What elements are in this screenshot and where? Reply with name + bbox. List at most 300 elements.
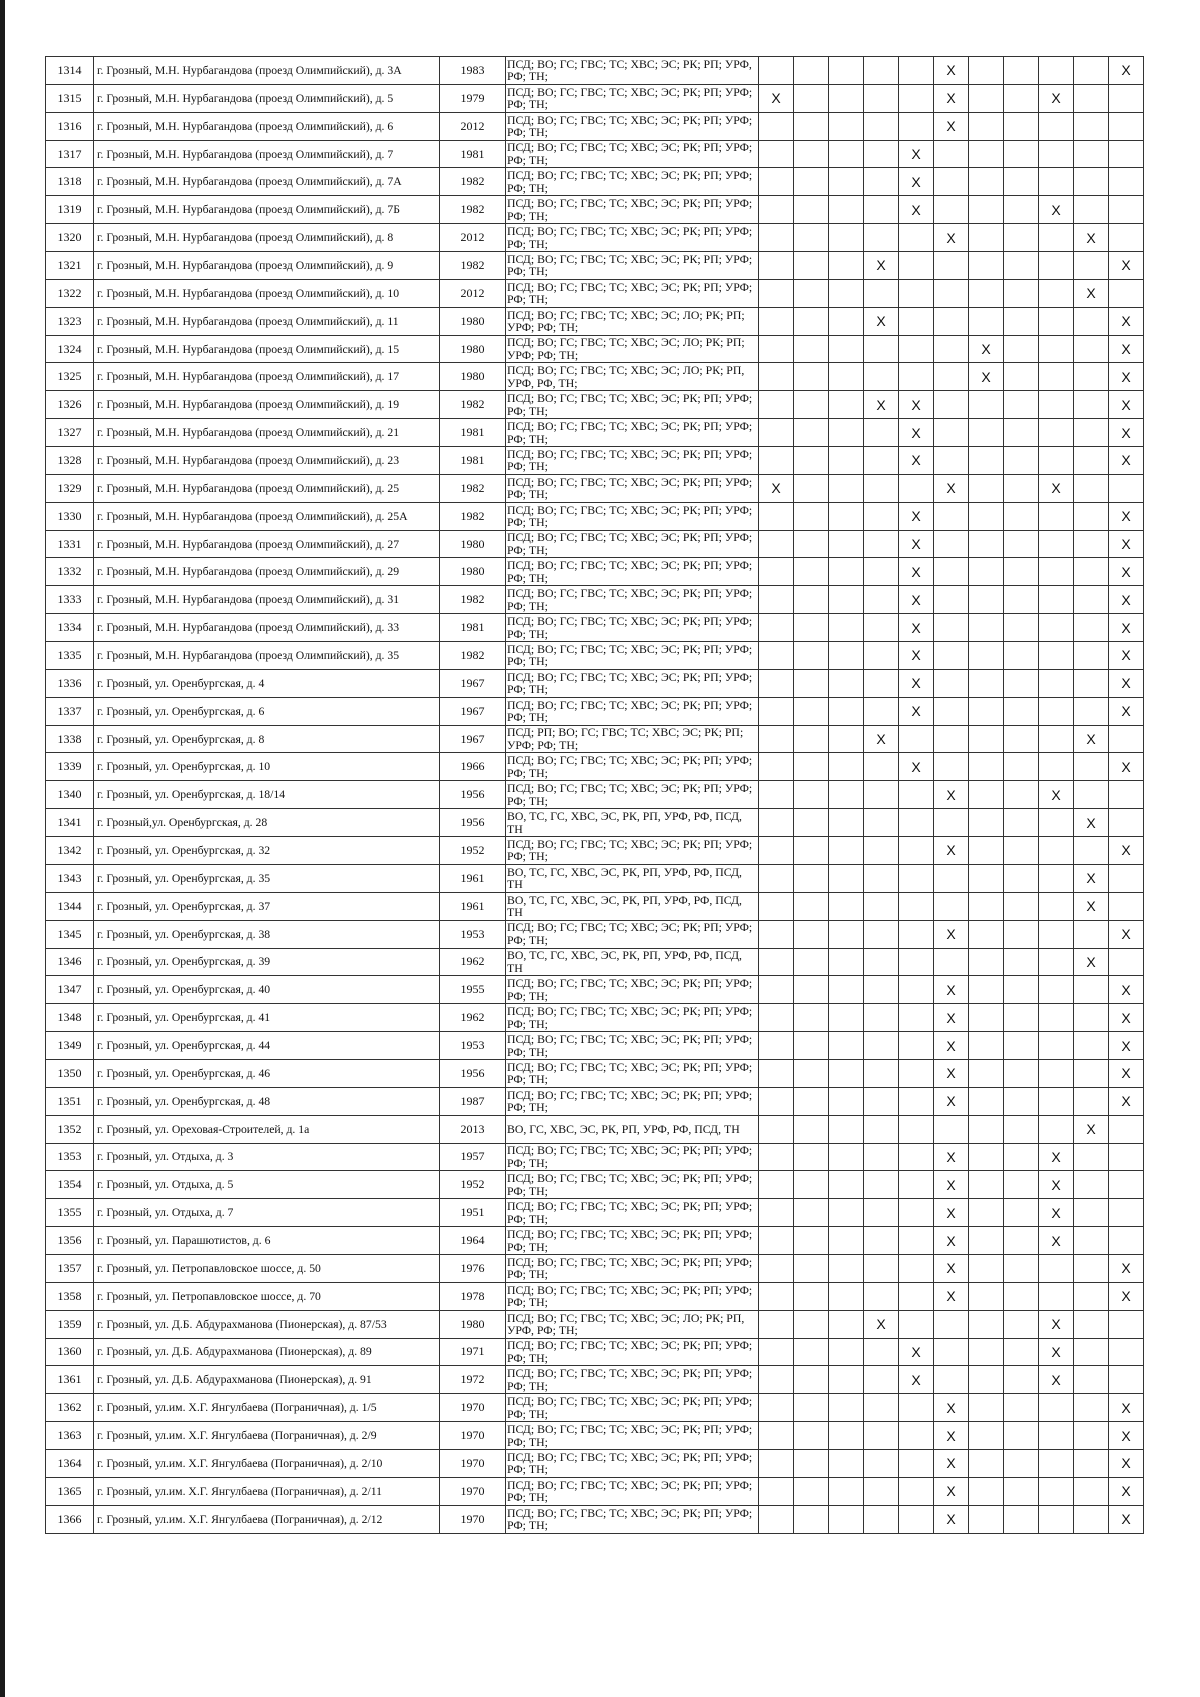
mark-cell-x: X bbox=[934, 1477, 969, 1505]
mark-cell-empty bbox=[794, 252, 829, 280]
mark-cell-empty bbox=[794, 140, 829, 168]
row-number-cell: 1342 bbox=[46, 837, 94, 865]
mark-cell-x: X bbox=[1109, 1422, 1144, 1450]
year-cell: 1952 bbox=[440, 837, 506, 865]
mark-cell-x: X bbox=[969, 335, 1004, 363]
table-row bbox=[46, 1087, 1144, 1115]
table-row bbox=[46, 614, 1144, 642]
year-cell: 1980 bbox=[440, 335, 506, 363]
row-number-cell: 1332 bbox=[46, 558, 94, 586]
services-cell: ВО, ТС, ГС, ХВС, ЭС, РК, РП, УРФ, РФ, ПСД, ТН bbox=[506, 809, 759, 837]
mark-cell-x: X bbox=[1039, 781, 1074, 809]
mark-cell-x: X bbox=[934, 1449, 969, 1477]
mark-cell-empty bbox=[899, 1254, 934, 1282]
mark-cell-empty bbox=[864, 920, 899, 948]
year-cell: 2013 bbox=[440, 1115, 506, 1143]
year-cell: 1980 bbox=[440, 530, 506, 558]
row-number-cell: 1345 bbox=[46, 920, 94, 948]
mark-cell-x: X bbox=[759, 474, 794, 502]
mark-cell-empty bbox=[969, 1449, 1004, 1477]
mark-cell-empty bbox=[934, 725, 969, 753]
mark-cell-empty bbox=[1004, 419, 1039, 447]
mark-cell-empty bbox=[1039, 224, 1074, 252]
mark-cell-empty bbox=[864, 1394, 899, 1422]
mark-cell-empty bbox=[1109, 1227, 1144, 1255]
mark-cell-empty bbox=[899, 725, 934, 753]
housing-repair-table bbox=[45, 56, 1144, 1534]
mark-cell-empty bbox=[864, 1338, 899, 1366]
mark-cell-empty bbox=[1004, 1254, 1039, 1282]
mark-cell-empty bbox=[934, 279, 969, 307]
row-number-cell: 1329 bbox=[46, 474, 94, 502]
table-row bbox=[46, 57, 1144, 85]
mark-cell-x: X bbox=[1039, 474, 1074, 502]
mark-cell-x: X bbox=[1074, 1115, 1109, 1143]
mark-cell-empty bbox=[899, 57, 934, 85]
mark-cell-empty bbox=[864, 502, 899, 530]
mark-cell-empty bbox=[759, 642, 794, 670]
mark-cell-empty bbox=[1039, 502, 1074, 530]
mark-cell-empty bbox=[969, 1004, 1004, 1032]
mark-cell-empty bbox=[1039, 725, 1074, 753]
mark-cell-empty bbox=[1074, 1199, 1109, 1227]
mark-cell-empty bbox=[864, 1227, 899, 1255]
mark-cell-empty bbox=[759, 586, 794, 614]
mark-cell-empty bbox=[1004, 586, 1039, 614]
services-cell: ПСД; ВО; ГС; ГВС; ТС; ХВС; ЭС; РК; РП; УРФ; РФ; ТН; bbox=[506, 391, 759, 419]
year-cell: 1980 bbox=[440, 1310, 506, 1338]
mark-cell-empty bbox=[829, 57, 864, 85]
mark-cell-empty bbox=[1109, 1143, 1144, 1171]
mark-cell-empty bbox=[934, 1115, 969, 1143]
mark-cell-empty bbox=[829, 196, 864, 224]
mark-cell-empty bbox=[759, 1254, 794, 1282]
mark-cell-x: X bbox=[1039, 84, 1074, 112]
mark-cell-empty bbox=[794, 781, 829, 809]
services-cell: ПСД; ВО; ГС; ГВС; ТС; ХВС; ЭС; РК; РП; УРФ; РФ; ТН; bbox=[506, 502, 759, 530]
mark-cell-empty bbox=[1004, 168, 1039, 196]
row-number-cell: 1347 bbox=[46, 976, 94, 1004]
mark-cell-empty bbox=[829, 1143, 864, 1171]
mark-cell-empty bbox=[759, 502, 794, 530]
mark-cell-empty bbox=[1004, 1338, 1039, 1366]
mark-cell-empty bbox=[969, 642, 1004, 670]
mark-cell-x: X bbox=[934, 1282, 969, 1310]
mark-cell-empty bbox=[1109, 781, 1144, 809]
year-cell: 1982 bbox=[440, 642, 506, 670]
scan-edge-shadow bbox=[0, 0, 5, 1697]
mark-cell-empty bbox=[969, 1199, 1004, 1227]
mark-cell-empty bbox=[1004, 1310, 1039, 1338]
services-cell: ПСД; ВО; ГС; ГВС; ТС; ХВС; ЭС; РК; РП; УРФ; РФ; ТН; bbox=[506, 642, 759, 670]
mark-cell-x: X bbox=[899, 697, 934, 725]
address-cell: г. Грозный, М.Н. Нурбагандова (проезд Олимпийский), д. 7А bbox=[94, 168, 440, 196]
row-number-cell: 1348 bbox=[46, 1004, 94, 1032]
mark-cell-empty bbox=[759, 168, 794, 196]
mark-cell-empty bbox=[899, 948, 934, 976]
row-number-cell: 1351 bbox=[46, 1087, 94, 1115]
year-cell: 1957 bbox=[440, 1143, 506, 1171]
mark-cell-x: X bbox=[1109, 1087, 1144, 1115]
mark-cell-x: X bbox=[1039, 1338, 1074, 1366]
mark-cell-empty bbox=[1109, 112, 1144, 140]
mark-cell-empty bbox=[864, 642, 899, 670]
mark-cell-empty bbox=[829, 697, 864, 725]
row-number-cell: 1321 bbox=[46, 252, 94, 280]
table-row bbox=[46, 363, 1144, 391]
mark-cell-empty bbox=[1039, 252, 1074, 280]
mark-cell-empty bbox=[759, 335, 794, 363]
mark-cell-empty bbox=[759, 753, 794, 781]
mark-cell-empty bbox=[829, 1505, 864, 1533]
mark-cell-empty bbox=[759, 1199, 794, 1227]
mark-cell-x: X bbox=[1074, 892, 1109, 920]
table-row bbox=[46, 1310, 1144, 1338]
row-number-cell: 1338 bbox=[46, 725, 94, 753]
year-cell: 1971 bbox=[440, 1338, 506, 1366]
mark-cell-x: X bbox=[934, 920, 969, 948]
mark-cell-x: X bbox=[899, 1366, 934, 1394]
row-number-cell: 1319 bbox=[46, 196, 94, 224]
mark-cell-x: X bbox=[864, 252, 899, 280]
address-cell: г. Грозный, ул. Оренбургская, д. 41 bbox=[94, 1004, 440, 1032]
mark-cell-empty bbox=[934, 168, 969, 196]
table-row bbox=[46, 697, 1144, 725]
mark-cell-empty bbox=[1004, 1449, 1039, 1477]
table-row bbox=[46, 725, 1144, 753]
address-cell: г. Грозный, М.Н. Нурбагандова (проезд Олимпийский), д. 3А bbox=[94, 57, 440, 85]
year-cell: 1970 bbox=[440, 1477, 506, 1505]
table-row bbox=[46, 1115, 1144, 1143]
services-cell: ПСД; ВО; ГС; ГВС; ТС; ХВС; ЭС; РК; РП; УРФ; РФ; ТН; bbox=[506, 1087, 759, 1115]
mark-cell-empty bbox=[899, 279, 934, 307]
mark-cell-empty bbox=[794, 168, 829, 196]
mark-cell-x: X bbox=[934, 1087, 969, 1115]
row-number-cell: 1316 bbox=[46, 112, 94, 140]
address-cell: г. Грозный, ул. Отдыха, д. 5 bbox=[94, 1171, 440, 1199]
mark-cell-empty bbox=[1004, 1394, 1039, 1422]
mark-cell-empty bbox=[1109, 474, 1144, 502]
row-number-cell: 1326 bbox=[46, 391, 94, 419]
table-row bbox=[46, 1227, 1144, 1255]
mark-cell-empty bbox=[1109, 1115, 1144, 1143]
mark-cell-empty bbox=[1074, 558, 1109, 586]
mark-cell-empty bbox=[864, 1422, 899, 1450]
mark-cell-empty bbox=[794, 725, 829, 753]
mark-cell-x: X bbox=[1109, 837, 1144, 865]
mark-cell-empty bbox=[1039, 1282, 1074, 1310]
mark-cell-empty bbox=[899, 1171, 934, 1199]
address-cell: г. Грозный, М.Н. Нурбагандова (проезд Олимпийский), д. 35 bbox=[94, 642, 440, 670]
mark-cell-empty bbox=[1109, 224, 1144, 252]
mark-cell-empty bbox=[829, 363, 864, 391]
row-number-cell: 1336 bbox=[46, 669, 94, 697]
mark-cell-empty bbox=[969, 1477, 1004, 1505]
mark-cell-empty bbox=[864, 1477, 899, 1505]
mark-cell-empty bbox=[829, 474, 864, 502]
mark-cell-empty bbox=[1109, 948, 1144, 976]
mark-cell-empty bbox=[794, 642, 829, 670]
mark-cell-x: X bbox=[1039, 1227, 1074, 1255]
table-row bbox=[46, 1449, 1144, 1477]
mark-cell-x: X bbox=[1109, 1059, 1144, 1087]
row-number-cell: 1366 bbox=[46, 1505, 94, 1533]
row-number-cell: 1315 bbox=[46, 84, 94, 112]
mark-cell-empty bbox=[899, 837, 934, 865]
mark-cell-empty bbox=[1074, 1004, 1109, 1032]
services-cell: ПСД; ВО; ГС; ГВС; ТС; ХВС; ЭС; РК; РП; УРФ; РФ; ТН; bbox=[506, 1171, 759, 1199]
year-cell: 1980 bbox=[440, 363, 506, 391]
mark-cell-empty bbox=[1074, 1282, 1109, 1310]
mark-cell-x: X bbox=[1074, 725, 1109, 753]
mark-cell-empty bbox=[1074, 781, 1109, 809]
mark-cell-empty bbox=[759, 1282, 794, 1310]
mark-cell-empty bbox=[794, 1366, 829, 1394]
services-cell: ПСД; ВО; ГС; ГВС; ТС; ХВС; ЭС; РК; РП; УРФ; РФ; ТН; bbox=[506, 1199, 759, 1227]
mark-cell-empty bbox=[759, 363, 794, 391]
mark-cell-empty bbox=[1074, 753, 1109, 781]
mark-cell-x: X bbox=[934, 1004, 969, 1032]
table-row bbox=[46, 279, 1144, 307]
mark-cell-empty bbox=[1004, 558, 1039, 586]
mark-cell-empty bbox=[794, 1254, 829, 1282]
address-cell: г. Грозный, ул. Петропавловское шоссе, д. 70 bbox=[94, 1282, 440, 1310]
services-cell: ПСД; ВО; ГС; ГВС; ТС; ХВС; ЭС; РК; РП; УРФ; РФ; ТН; bbox=[506, 586, 759, 614]
year-cell: 1961 bbox=[440, 864, 506, 892]
table-row bbox=[46, 1254, 1144, 1282]
mark-cell-empty bbox=[1004, 474, 1039, 502]
mark-cell-empty bbox=[864, 279, 899, 307]
mark-cell-x: X bbox=[934, 781, 969, 809]
mark-cell-empty bbox=[969, 837, 1004, 865]
address-cell: г. Грозный, М.Н. Нурбагандова (проезд Олимпийский), д. 15 bbox=[94, 335, 440, 363]
mark-cell-empty bbox=[794, 753, 829, 781]
year-cell: 1953 bbox=[440, 1032, 506, 1060]
mark-cell-empty bbox=[829, 1310, 864, 1338]
mark-cell-empty bbox=[864, 1171, 899, 1199]
mark-cell-empty bbox=[969, 307, 1004, 335]
mark-cell-empty bbox=[934, 892, 969, 920]
mark-cell-empty bbox=[759, 1366, 794, 1394]
mark-cell-empty bbox=[794, 1004, 829, 1032]
row-number-cell: 1333 bbox=[46, 586, 94, 614]
year-cell: 1981 bbox=[440, 140, 506, 168]
mark-cell-empty bbox=[899, 1505, 934, 1533]
row-number-cell: 1314 bbox=[46, 57, 94, 85]
mark-cell-empty bbox=[1004, 1199, 1039, 1227]
mark-cell-empty bbox=[1074, 502, 1109, 530]
mark-cell-empty bbox=[899, 1004, 934, 1032]
mark-cell-empty bbox=[1109, 140, 1144, 168]
year-cell: 1987 bbox=[440, 1087, 506, 1115]
mark-cell-empty bbox=[899, 1227, 934, 1255]
mark-cell-empty bbox=[1074, 1366, 1109, 1394]
year-cell: 1956 bbox=[440, 1059, 506, 1087]
mark-cell-empty bbox=[794, 1310, 829, 1338]
mark-cell-empty bbox=[864, 57, 899, 85]
mark-cell-empty bbox=[1039, 1254, 1074, 1282]
mark-cell-empty bbox=[934, 419, 969, 447]
mark-cell-empty bbox=[794, 837, 829, 865]
table-row bbox=[46, 168, 1144, 196]
table-row bbox=[46, 84, 1144, 112]
year-cell: 1951 bbox=[440, 1199, 506, 1227]
mark-cell-empty bbox=[759, 391, 794, 419]
mark-cell-empty bbox=[1039, 1477, 1074, 1505]
mark-cell-empty bbox=[864, 864, 899, 892]
address-cell: г. Грозный, ул. Парашютистов, д. 6 bbox=[94, 1227, 440, 1255]
mark-cell-x: X bbox=[1109, 363, 1144, 391]
mark-cell-empty bbox=[1004, 363, 1039, 391]
table-row bbox=[46, 1143, 1144, 1171]
mark-cell-empty bbox=[1004, 447, 1039, 475]
mark-cell-empty bbox=[1074, 1171, 1109, 1199]
address-cell: г. Грозный, ул. Оренбургская, д. 8 bbox=[94, 725, 440, 753]
mark-cell-empty bbox=[829, 614, 864, 642]
address-cell: г. Грозный, ул. Д.Б. Абдурахманова (Пионерская), д. 89 bbox=[94, 1338, 440, 1366]
mark-cell-x: X bbox=[934, 1394, 969, 1422]
mark-cell-empty bbox=[1039, 892, 1074, 920]
year-cell: 1952 bbox=[440, 1171, 506, 1199]
mark-cell-empty bbox=[864, 1282, 899, 1310]
address-cell: г. Грозный, ул. Петропавловское шоссе, д. 50 bbox=[94, 1254, 440, 1282]
mark-cell-empty bbox=[864, 112, 899, 140]
row-number-cell: 1349 bbox=[46, 1032, 94, 1060]
mark-cell-empty bbox=[759, 57, 794, 85]
mark-cell-empty bbox=[794, 1394, 829, 1422]
services-cell: ПСД; ВО; ГС; ГВС; ТС; ХВС; ЭС; РК; РП; УРФ; РФ; ТН; bbox=[506, 753, 759, 781]
mark-cell-empty bbox=[829, 642, 864, 670]
mark-cell-empty bbox=[794, 614, 829, 642]
mark-cell-empty bbox=[1004, 1115, 1039, 1143]
mark-cell-empty bbox=[829, 140, 864, 168]
mark-cell-empty bbox=[899, 1282, 934, 1310]
mark-cell-empty bbox=[1074, 1477, 1109, 1505]
mark-cell-empty bbox=[759, 1422, 794, 1450]
mark-cell-empty bbox=[1074, 614, 1109, 642]
mark-cell-empty bbox=[864, 168, 899, 196]
mark-cell-x: X bbox=[1074, 279, 1109, 307]
address-cell: г. Грозный, ул.им. Х.Г. Янгулбаева (Пограничная), д. 1/5 bbox=[94, 1394, 440, 1422]
services-cell: ПСД; ВО; ГС; ГВС; ТС; ХВС; ЭС; РК; РП; УРФ; РФ; ТН; bbox=[506, 1449, 759, 1477]
mark-cell-x: X bbox=[934, 1227, 969, 1255]
row-number-cell: 1317 bbox=[46, 140, 94, 168]
mark-cell-empty bbox=[1039, 419, 1074, 447]
row-number-cell: 1361 bbox=[46, 1366, 94, 1394]
mark-cell-empty bbox=[794, 307, 829, 335]
mark-cell-x: X bbox=[1039, 1366, 1074, 1394]
mark-cell-empty bbox=[829, 419, 864, 447]
mark-cell-empty bbox=[934, 530, 969, 558]
mark-cell-empty bbox=[864, 558, 899, 586]
year-cell: 1982 bbox=[440, 474, 506, 502]
mark-cell-empty bbox=[1109, 1366, 1144, 1394]
mark-cell-empty bbox=[759, 1227, 794, 1255]
services-cell: ПСД; ВО; ГС; ГВС; ТС; ХВС; ЭС; РК; РП; УРФ; РФ; ТН; bbox=[506, 1254, 759, 1282]
mark-cell-empty bbox=[969, 1143, 1004, 1171]
row-number-cell: 1334 bbox=[46, 614, 94, 642]
address-cell: г. Грозный, М.Н. Нурбагандова (проезд Олимпийский), д. 6 bbox=[94, 112, 440, 140]
year-cell: 2012 bbox=[440, 279, 506, 307]
mark-cell-x: X bbox=[934, 1422, 969, 1450]
mark-cell-empty bbox=[829, 725, 864, 753]
mark-cell-empty bbox=[864, 335, 899, 363]
mark-cell-empty bbox=[864, 530, 899, 558]
mark-cell-x: X bbox=[899, 140, 934, 168]
mark-cell-empty bbox=[1074, 391, 1109, 419]
address-cell: г. Грозный, М.Н. Нурбагандова (проезд Олимпийский), д. 25 bbox=[94, 474, 440, 502]
mark-cell-empty bbox=[759, 1087, 794, 1115]
mark-cell-empty bbox=[794, 363, 829, 391]
mark-cell-empty bbox=[1074, 474, 1109, 502]
mark-cell-empty bbox=[1004, 252, 1039, 280]
address-cell: г. Грозный, М.Н. Нурбагандова (проезд Олимпийский), д. 17 bbox=[94, 363, 440, 391]
mark-cell-empty bbox=[759, 669, 794, 697]
mark-cell-empty bbox=[829, 1449, 864, 1477]
address-cell: г. Грозный, ул. Оренбургская, д. 10 bbox=[94, 753, 440, 781]
mark-cell-x: X bbox=[1109, 252, 1144, 280]
mark-cell-empty bbox=[899, 864, 934, 892]
services-cell: ПСД; РП; ВО; ГС; ГВС; ТС; ХВС; ЭС; РК; РП; УРФ; РФ; ТН; bbox=[506, 725, 759, 753]
mark-cell-empty bbox=[829, 1422, 864, 1450]
mark-cell-empty bbox=[829, 1115, 864, 1143]
services-cell: ПСД; ВО; ГС; ГВС; ТС; ХВС; ЭС; РК; РП; УРФ; РФ; ТН; bbox=[506, 669, 759, 697]
mark-cell-empty bbox=[1039, 363, 1074, 391]
mark-cell-empty bbox=[1039, 1087, 1074, 1115]
services-cell: ПСД; ВО; ГС; ГВС; ТС; ХВС; ЭС; РК; РП; УРФ; РФ; ТН; bbox=[506, 252, 759, 280]
table-row bbox=[46, 1366, 1144, 1394]
mark-cell-empty bbox=[864, 976, 899, 1004]
mark-cell-empty bbox=[794, 1032, 829, 1060]
mark-cell-empty bbox=[759, 1059, 794, 1087]
mark-cell-empty bbox=[1039, 1394, 1074, 1422]
mark-cell-x: X bbox=[1109, 1032, 1144, 1060]
year-cell: 1982 bbox=[440, 168, 506, 196]
mark-cell-empty bbox=[759, 1394, 794, 1422]
services-cell: ПСД; ВО; ГС; ГВС; ТС; ХВС; ЭС; РК; РП; УРФ; РФ; ТН; bbox=[506, 1338, 759, 1366]
mark-cell-empty bbox=[1074, 1505, 1109, 1533]
mark-cell-empty bbox=[829, 307, 864, 335]
mark-cell-empty bbox=[759, 1032, 794, 1060]
year-cell: 1970 bbox=[440, 1422, 506, 1450]
services-cell: ПСД; ВО; ГС; ГВС; ТС; ХВС; ЭС; РК; РП; УРФ; РФ; ТН; bbox=[506, 1227, 759, 1255]
mark-cell-empty bbox=[1039, 1032, 1074, 1060]
table-row bbox=[46, 1477, 1144, 1505]
document-table-container bbox=[45, 56, 1144, 1534]
row-number-cell: 1360 bbox=[46, 1338, 94, 1366]
mark-cell-empty bbox=[1074, 1422, 1109, 1450]
year-cell: 1970 bbox=[440, 1394, 506, 1422]
mark-cell-empty bbox=[1074, 1310, 1109, 1338]
mark-cell-empty bbox=[1039, 57, 1074, 85]
mark-cell-empty bbox=[864, 809, 899, 837]
address-cell: г. Грозный, ул.им. Х.Г. Янгулбаева (Пограничная), д. 2/11 bbox=[94, 1477, 440, 1505]
mark-cell-empty bbox=[829, 279, 864, 307]
services-cell: ПСД; ВО; ГС; ГВС; ТС; ХВС; ЭС; РК; РП; УРФ; РФ; ТН; bbox=[506, 1422, 759, 1450]
mark-cell-empty bbox=[969, 1310, 1004, 1338]
address-cell: г. Грозный, ул. Оренбургская, д. 35 bbox=[94, 864, 440, 892]
mark-cell-empty bbox=[1004, 335, 1039, 363]
mark-cell-x: X bbox=[934, 1059, 969, 1087]
services-cell: ПСД; ВО; ГС; ГВС; ТС; ХВС; ЭС; РК; РП; УРФ; РФ; ТН; bbox=[506, 920, 759, 948]
row-number-cell: 1340 bbox=[46, 781, 94, 809]
mark-cell-empty bbox=[1004, 196, 1039, 224]
mark-cell-empty bbox=[1004, 642, 1039, 670]
mark-cell-x: X bbox=[1109, 697, 1144, 725]
mark-cell-empty bbox=[864, 948, 899, 976]
year-cell: 1981 bbox=[440, 447, 506, 475]
mark-cell-empty bbox=[829, 892, 864, 920]
